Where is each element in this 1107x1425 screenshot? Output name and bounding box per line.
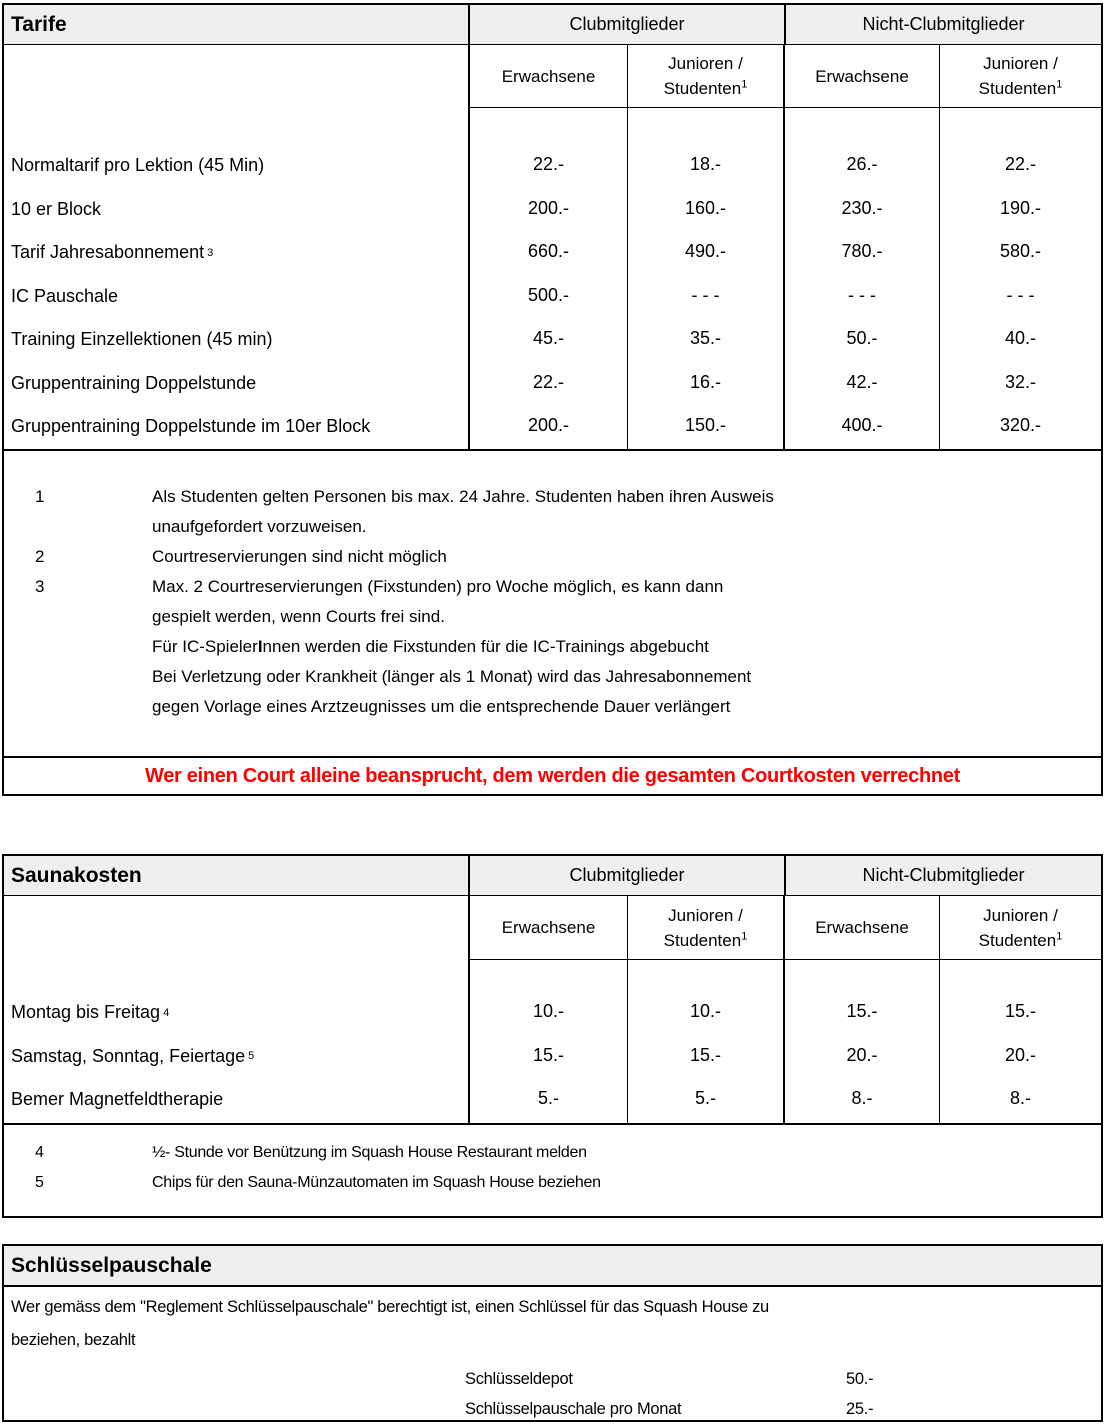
tarife-value: 150.-: [684, 415, 727, 436]
footnote-1: [4, 482, 1101, 542]
tarife-value: 50.-: [846, 328, 878, 349]
footnote-line: gegen Vorlage eines Arztzeugnisses um die entsprechende Dauer verlängert: [152, 697, 731, 716]
footnote-line: gespielt werden, wenn Courts frei sind.: [152, 607, 445, 626]
sauna-value: 10.-: [689, 1001, 722, 1022]
sauna-row-label: Samstag, Sonntag, Feiertage 5: [11, 1045, 255, 1066]
schluessel-item: [4, 1364, 1101, 1394]
tarife-value: - - -: [1006, 284, 1035, 305]
subheader-junioren-studenten: Junioren / Studenten$^1$: [940, 45, 1101, 108]
sauna-value: 5.-: [537, 1088, 559, 1109]
schluessel-table: [2, 1244, 1103, 1422]
tarife-row-label: Gruppentraining Doppelstunde im 10er Block: [11, 416, 371, 437]
sauna-grid: [4, 896, 1101, 1123]
tarife-value: 45.-: [532, 328, 565, 349]
sauna-title: Saunakosten: [4, 856, 470, 895]
tarife-value: 230.-: [841, 197, 883, 218]
tarife-title: Tarife: [4, 5, 470, 44]
tarife-value: 32.-: [1004, 371, 1037, 392]
tarife-value: 22.-: [1004, 154, 1037, 175]
tarife-value: 26.-: [846, 154, 878, 175]
sauna-value: 5.-: [694, 1088, 716, 1109]
footnote-3: [4, 572, 1101, 722]
court-warning-banner: [4, 756, 1101, 794]
tarife-row-label: Training Einzellektionen (45 min): [11, 329, 273, 350]
tarife-value: - - -: [691, 284, 720, 305]
tarife-col-club-erwachsene: [470, 45, 628, 449]
tarife-group-nicht-clubmitglieder: Nicht-Clubmitglieder: [786, 5, 1101, 44]
court-warning-text: Wer einen Court alleine beansprucht, dem werden die gesamten Courtkosten verrechnet: [145, 764, 960, 787]
subheader-erwachsene: Erwachsene: [470, 45, 627, 108]
footnote-number: 5: [35, 1174, 44, 1191]
tarife-grid: [4, 45, 1101, 449]
sauna-table: [2, 854, 1103, 1218]
tarife-col-club-junioren: [628, 45, 785, 449]
tarife-value: 490.-: [684, 241, 727, 262]
schluessel-item-label: Schlüsseldepot: [465, 1370, 573, 1388]
tarife-table: [2, 3, 1103, 796]
sauna-row-label: Bemer Magnetfeldtherapie: [11, 1089, 224, 1110]
schluessel-item-label: Schlüsselpauschale pro Monat: [465, 1400, 682, 1418]
schluessel-title: Schlüsselpauschale: [4, 1246, 1101, 1287]
tarife-value: 500.-: [527, 284, 570, 305]
schluessel-item-value: 25.-: [846, 1400, 874, 1418]
sauna-group-clubmitglieder: Clubmitglieder: [470, 856, 786, 895]
footnote-number: 4: [35, 1144, 44, 1161]
tarife-value: 200.-: [527, 415, 570, 436]
subheader-erwachsene: Erwachsene: [785, 45, 939, 108]
sauna-value: 15.-: [1004, 1001, 1037, 1022]
sauna-col-nichtclub-erwachsene: [785, 896, 940, 1123]
tarife-row-label: Gruppentraining Doppelstunde: [11, 372, 257, 393]
sauna-value: 10.-: [532, 1001, 565, 1022]
footnote-5: [4, 1168, 1101, 1198]
footnote-4: [4, 1138, 1101, 1168]
tarife-group-clubmitglieder: Clubmitglieder: [470, 5, 786, 44]
footnote-line: Courtreservierungen sind nicht möglich: [152, 547, 447, 566]
footnote-marker: 1: [741, 929, 748, 942]
subheader-erwachsene: Erwachsene: [785, 896, 939, 960]
footnote-number: 2: [35, 547, 45, 566]
schluessel-item: [4, 1394, 1101, 1424]
footnote-line: ½- Stunde vor Benützung im Squash House Restaurant melden: [152, 1144, 587, 1161]
tarife-label-column: [4, 45, 470, 449]
subheader-erwachsene: Erwachsene: [470, 896, 627, 960]
tarife-value: 18.-: [689, 154, 722, 175]
tarife-value: 400.-: [841, 415, 883, 436]
tarife-value: - - -: [848, 284, 876, 305]
tarife-header-row: [4, 5, 1101, 45]
footnote-line: Bei Verletzung oder Krankheit (länger als 1 Monat) wird das Jahresabonnement: [152, 667, 752, 686]
sauna-value: 15.-: [846, 1001, 878, 1022]
schluessel-item-value: 50.-: [846, 1370, 874, 1388]
tarife-col-nichtclub-junioren: [940, 45, 1101, 449]
footnote-line: Chips für den Sauna-Münzautomaten im Squash House beziehen: [152, 1174, 601, 1191]
tarife-value: 160.-: [684, 197, 727, 218]
tarife-row-label: IC Pauschale: [11, 285, 119, 306]
footnote-line: Max. 2 Courtreservierungen (Fixstunden) pro Woche möglich, es kann dann: [152, 577, 724, 596]
tarife-value: 580.-: [999, 241, 1042, 262]
tarife-row-label: Tarif Jahresabonnement 3: [11, 242, 214, 263]
sauna-value: 20.-: [1004, 1044, 1037, 1065]
tarife-row-label: 10 er Block: [11, 198, 102, 219]
sauna-col-nichtclub-junioren: [940, 896, 1101, 1123]
tarife-value: 35.-: [689, 328, 722, 349]
footnote-number: 3: [35, 577, 45, 596]
tarife-value: 22.-: [532, 154, 565, 175]
footnote-marker: 1: [1056, 78, 1063, 91]
sauna-value: 15.-: [532, 1044, 565, 1065]
footnote-marker: 1: [741, 78, 748, 91]
footnote-2: [4, 542, 1101, 572]
footnote-marker: 1: [1056, 929, 1063, 942]
sauna-value: 15.-: [689, 1044, 722, 1065]
footnote-line: Als Studenten gelten Personen bis max. 24 Jahre. Studenten haben ihren Ausweis: [152, 487, 774, 506]
sauna-value: 8.-: [1009, 1088, 1031, 1109]
sauna-footnotes: [4, 1123, 1101, 1216]
sauna-col-club-junioren: [628, 896, 785, 1123]
tarife-value: 42.-: [846, 371, 878, 392]
tarife-row-label: Normaltarif pro Lektion (45 Min): [11, 155, 265, 176]
sauna-value: 20.-: [846, 1044, 878, 1065]
sauna-col-club-erwachsene: [470, 896, 628, 1123]
tarife-value: 660.-: [527, 241, 570, 262]
sauna-row-label: Montag bis Freitag 4: [11, 1002, 170, 1023]
subheader-junioren-studenten: Junioren / Studenten$^1$: [628, 45, 783, 108]
tarife-value: 780.-: [841, 241, 883, 262]
tarife-value: 190.-: [999, 197, 1042, 218]
sauna-header-row: [4, 856, 1101, 896]
subheader-junioren-studenten: Junioren / Studenten$^1$: [940, 896, 1101, 960]
subheader-junioren-studenten: Junioren / Studenten$^1$: [628, 896, 783, 960]
footnote-number: 1: [35, 487, 45, 506]
tarife-value: 40.-: [1004, 328, 1037, 349]
schluessel-body: [4, 1287, 1101, 1418]
schluessel-paragraph-line: Wer gemäss dem "Reglement Schlüsselpauschale" berechtigt ist, einen Schlüssel für das Squash House zu: [11, 1298, 769, 1316]
tarife-value: 320.-: [999, 415, 1042, 436]
schluessel-paragraph-line: beziehen, bezahlt: [11, 1331, 136, 1349]
tarife-value: 200.-: [527, 197, 570, 218]
tarife-value: 16.-: [689, 371, 722, 392]
footnote-line: Für IC-SpielerInnen werden die Fixstunden für die IC-Trainings abgebucht: [152, 637, 709, 656]
sauna-value: 8.-: [851, 1088, 873, 1109]
sauna-group-nicht-clubmitglieder: Nicht-Clubmitglieder: [786, 856, 1101, 895]
tarife-col-nichtclub-erwachsene: [785, 45, 940, 449]
sauna-label-column: [4, 896, 470, 1123]
tarife-value: 22.-: [532, 371, 565, 392]
footnote-line: unaufgefordert vorzuweisen.: [152, 517, 367, 536]
tarife-footnotes: [4, 449, 1101, 756]
